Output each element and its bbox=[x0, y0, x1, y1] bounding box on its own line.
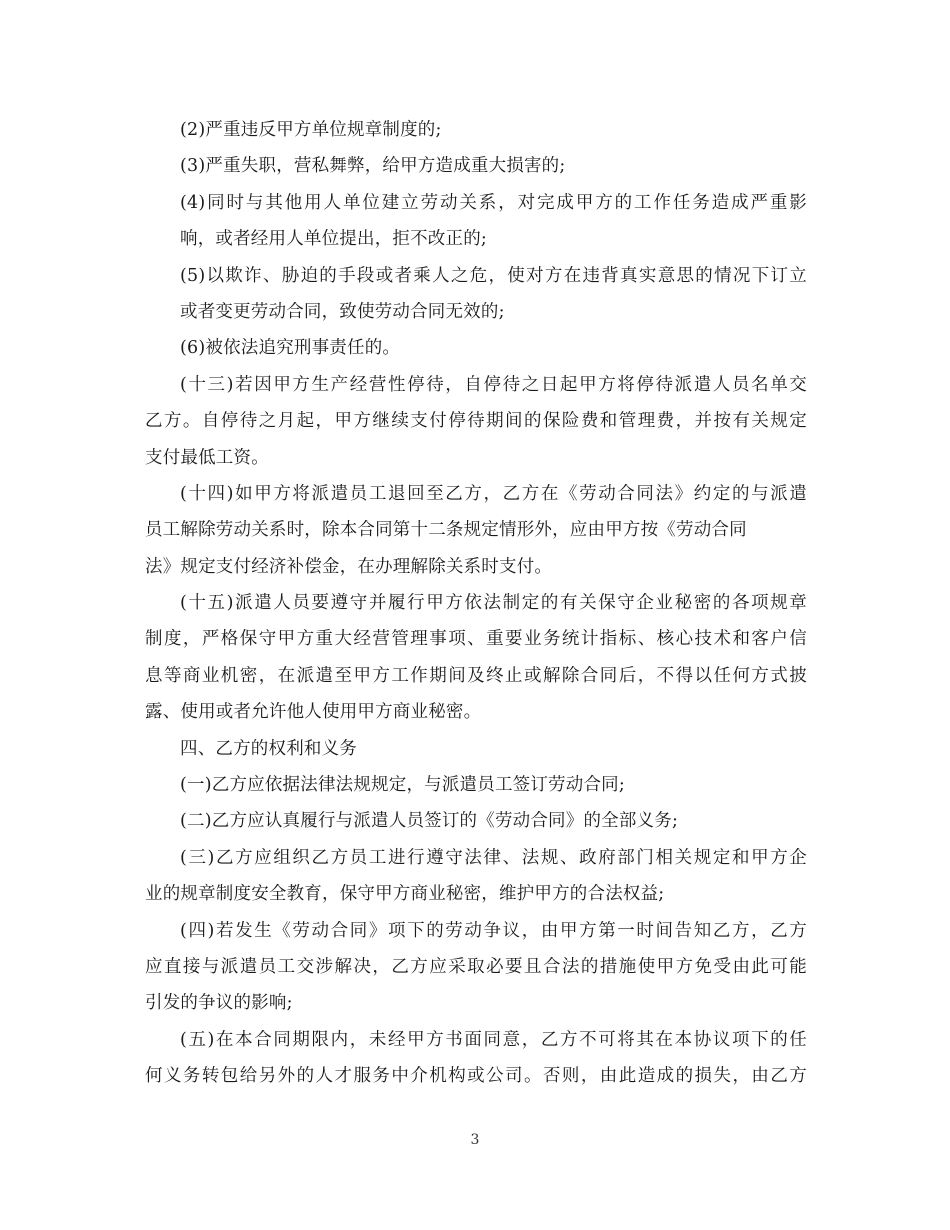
text-line: (十五)派遣人员要遵守并履行甲方依法制定的有关保守企业秘密的各项规章 bbox=[180, 593, 807, 614]
text-line: (四)若发生《劳动合同》项下的劳动争议，由甲方第一时间告知乙方，乙方 bbox=[180, 920, 807, 941]
text-line: (2)严重违反甲方单位规章制度的; bbox=[180, 120, 442, 140]
text-line: 何义务转包给另外的人才服务中介机构或公司。否则，由此造成的损失，由乙方 bbox=[145, 1066, 807, 1087]
text-line: 息等商业机密，在派遣至甲方工作期间及终止或解除合同后，不得以任何方式披 bbox=[145, 665, 807, 686]
document-body bbox=[145, 112, 807, 1095]
text-line: 乙方。自停待之月起，甲方继续支付停待期间的保险费和管理费，并按有关规定 bbox=[145, 411, 807, 432]
text-line: (十三)若因甲方生产经营性停待，自停待之日起甲方将停待派遣人员名单交 bbox=[180, 374, 807, 395]
text-line: (一)乙方应依据法律法规规定，与派遣员工签订劳动合同; bbox=[180, 775, 625, 796]
text-line: 员工解除劳动关系时，除本合同第十二条规定情形外，应由甲方按《劳动合同 bbox=[145, 520, 747, 541]
text-line: (4)同时与其他用人单位建立劳动关系，对完成甲方的工作任务造成严重影 bbox=[180, 192, 807, 213]
text-line: 引发的争议的影响; bbox=[145, 993, 293, 1014]
text-line: 法》规定支付经济补偿金，在办理解除关系时支付。 bbox=[145, 556, 553, 577]
text-line: 制度，严格保守甲方重大经营管理事项、重要业务统计指标、核心技术和客户信 bbox=[145, 629, 807, 650]
text-line: 支付最低工资。 bbox=[145, 447, 269, 468]
text-line: (5)以欺诈、胁迫的手段或者乘人之危，使对方在违背真实意思的情况下订立 bbox=[180, 265, 807, 286]
text-line: 应直接与派遣员工交涉解决，乙方应采取必要且合法的措施使甲方免受由此可能 bbox=[145, 956, 807, 977]
text-line: (二)乙方应认真履行与派遣人员签订的《劳动合同》的全部义务; bbox=[180, 811, 679, 832]
text-line: 或者变更劳动合同，致使劳动合同无效的; bbox=[180, 301, 505, 322]
text-line: (6)被依法追究刑事责任的。 bbox=[180, 338, 401, 359]
text-line: 露、使用或者允许他人使用甲方商业秘密。 bbox=[145, 702, 482, 723]
text-line: 四、乙方的权利和义务 bbox=[180, 738, 357, 759]
text-line: (十四)如甲方将派遣员工退回至乙方，乙方在《劳动合同法》约定的与派遣 bbox=[180, 483, 807, 504]
page-number: 3 bbox=[470, 1132, 480, 1148]
text-line: (三)乙方应组织乙方员工进行遵守法律、法规、政府部门相关规定和甲方企 bbox=[180, 847, 807, 868]
text-line: (3)严重失职，营私舞弊，给甲方造成重大损害的; bbox=[180, 156, 566, 177]
text-line: 业的规章制度安全教育，保守甲方商业秘密，维护甲方的合法权益; bbox=[145, 884, 665, 905]
text-line: (五)在本合同期限内，未经甲方书面同意，乙方不可将其在本协议项下的任 bbox=[180, 1029, 807, 1050]
text-line: 响，或者经用人单位提出，拒不改正的; bbox=[180, 229, 487, 250]
